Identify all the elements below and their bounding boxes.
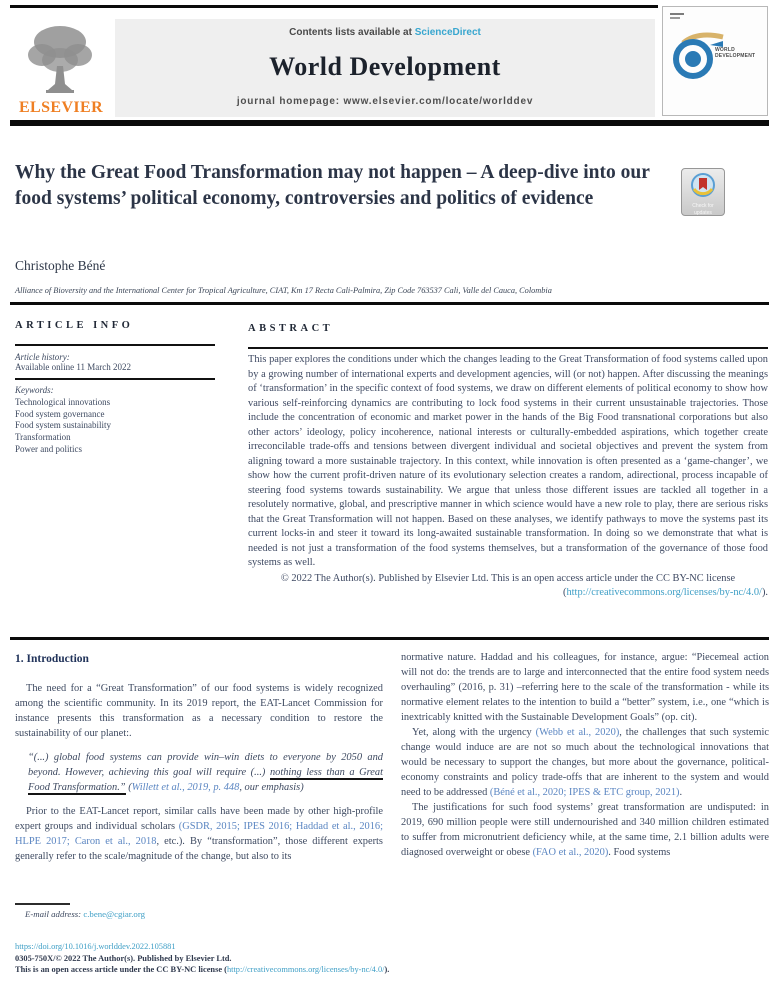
paragraph: Prior to the EAT-Lancet report, similar calls have been made by other high-profile expert groups and individual scholars (GSDR, 2015; IPES 2016; Haddad et al., 2016; HLPE 2017; Caron et al., 2018, etc.). By “transformation”, those different experts generally refer to the scale/magnitude of the change, but also to its bbox=[15, 806, 383, 862]
author-affiliation: Alliance of Bioversity and the International Center for Tropical Agriculture, CIAT, Km 17 Recta Cali-Palmira, Zip Code 763537 Cali, Valle del Cauca, Colombia bbox=[15, 286, 552, 295]
journal-header-banner bbox=[115, 19, 655, 117]
divider bbox=[10, 120, 769, 126]
abstract-block bbox=[248, 353, 768, 601]
paragraph: The need for a “Great Transformation” of our food systems is widely recognized among the scientific community. In its 2019 report, the EAT-Lancet Commission for instance presents this transformation as a necessary condition to restore the sustainability of our planet:. bbox=[15, 683, 383, 739]
journal-cover-thumbnail[interactable] bbox=[662, 6, 768, 116]
divider bbox=[10, 5, 658, 8]
left-column bbox=[15, 650, 383, 864]
emphasized-quote-text: nothing less than a Great Food Transformation.” bbox=[28, 767, 383, 793]
abstract-heading: ABSTRACT bbox=[248, 323, 334, 334]
keywords-label: Keywords: bbox=[15, 385, 54, 395]
cover-journal-name: WORLD DEVELOPMENT bbox=[715, 47, 756, 59]
keyword-item: Power and politics bbox=[15, 443, 82, 454]
divider bbox=[15, 378, 215, 380]
sciencedirect-link[interactable]: ScienceDirect bbox=[414, 27, 481, 38]
article-body bbox=[15, 650, 769, 864]
paragraph: Yet, along with the urgency (Webb et al., 2020), the challenges that such systemic change would induce are are not so much about the technological innovations that would be necessary to support the changes, but more about the governance, political-economy constraints and policy trade-offs that are inherent to the system and would need to be addressed (Béné et al., 2020; IPES & ETC group, 2021). bbox=[401, 727, 770, 798]
contents-lists-line: Contents lists available at ScienceDirect bbox=[289, 27, 481, 38]
elsevier-wordmark: ELSEVIER bbox=[18, 99, 104, 116]
issn-copyright-line: 0305-750X/© 2022 The Author(s). Published by Elsevier Ltd. bbox=[15, 953, 232, 963]
divider bbox=[10, 637, 769, 640]
block-quote: “(...) global food systems can provide win–win diets to everyone by 2050 and beyond. However, achieving this goal will require (...) nothing less than a Great Food Transformation.” (Willett et al., 2019, p. 448, our emphasis) bbox=[28, 752, 383, 793]
abstract-text: This paper explores the conditions under which the changes leading to the Great Transformation of food systems called upon by a growing number of international experts and development agencies, will (or not) happen. After discussing the meanings of ‘transformation’ in the specific context of food systems, we draw on different elements of political economy to show how various self-reinforcing dynamics are contributing to lock food systems in their current unsustainable trajectories. Those include the concentration of economic and market power in the hands of the Big Food transnational corporations but also other actors’ ideology, policy incoherence, national interests or culturally-embedded aspirations, which together create irreconcilable trade-offs and tensions between divergent individual and societal objectives and prevent the system from aligning toward a more sustainable trajectory. In this context, while innovation is often presented as a ‘game-changer’, we show how the current profit-driven nature of its evolutionary selection creates a random, adirectional, process incapable of steering food systems towards sustainability. We argue that unless those different issues are tackled all together in a resolutely normative, global, and prescriptive manner in which science would have a new role to play, there are serious risks that the Great Transformation will not happen. Based on these analyses, we identify pathways to move the systems past its current locks-in and steer it toward its long-awaited sustainable transformation. In doing so we demonstrate that what is needed is not just a transformation of the food systems themselves, but a transformation of the governance of those food systems as well. bbox=[248, 354, 768, 568]
author-footnote bbox=[15, 903, 145, 919]
citation-gsdr-ipes-haddad[interactable]: (GSDR, 2015; IPES 2016; Haddad et al., 2016; HLPE 2017; Caron et al., 2018 bbox=[15, 821, 383, 847]
available-online-date: Available online 11 March 2022 bbox=[15, 362, 131, 372]
cover-micro-text bbox=[670, 13, 684, 15]
email-label: E-mail address: bbox=[25, 909, 84, 919]
right-column bbox=[401, 650, 769, 864]
journal-homepage-link[interactable]: journal homepage: www.elsevier.com/locate/worlddev bbox=[236, 96, 534, 107]
cc-license-link[interactable]: http://creativecommons.org/licenses/by-nc/4.0/ bbox=[566, 587, 762, 598]
citation-webb-2020[interactable]: (Webb et al., 2020) bbox=[535, 727, 620, 738]
footer-cc-license-link[interactable]: http://creativecommons.org/licenses/by-nc/4.0/ bbox=[226, 965, 385, 974]
section-heading-introduction: 1. Introduction bbox=[15, 653, 89, 665]
cover-micro-text bbox=[670, 17, 680, 19]
check-for-updates-badge[interactable] bbox=[681, 168, 725, 216]
doi-link[interactable]: https://doi.org/10.1016/j.worlddev.2022.105881 bbox=[15, 942, 176, 951]
paragraph: The justifications for such food systems’ great transformation are undisputed: in 2019, 690 million people were still undernourished and 340 million children estimated to suffer from micronutrient deficiency while, at the same time, 2.1 billion adults were diagnosed overweight or obese (FAO et al., 2020). Food systems bbox=[401, 802, 769, 858]
footer-license-line: This is an open access article under the CC BY-NC license (http://creativecommons.org/licenses/by-nc/4.0/). bbox=[15, 965, 390, 974]
article-history-label: Article history: bbox=[15, 352, 70, 362]
citation-fao-2020[interactable]: (FAO et al., 2020) bbox=[532, 847, 609, 858]
author-name[interactable]: Christophe Béné bbox=[15, 258, 106, 273]
journal-title: World Development bbox=[269, 52, 501, 81]
keywords-block bbox=[15, 385, 111, 456]
world-development-cover-logo-icon bbox=[663, 7, 767, 115]
abstract-copyright: © 2022 The Author(s). Published by Elsevier Ltd. This is an open access article under the CC BY-NC license bbox=[280, 572, 736, 584]
keyword-item: Transformation bbox=[15, 432, 71, 443]
article-footer bbox=[15, 941, 389, 976]
elsevier-logo[interactable] bbox=[14, 22, 108, 118]
author-email-link[interactable]: c.bene@cgiar.org bbox=[83, 909, 146, 919]
check-updates-label-line2: updates bbox=[694, 209, 712, 216]
check-updates-icon bbox=[690, 172, 716, 198]
paragraph: normative nature. Haddad and his colleagues, for instance, argue: “Piecemeal action will not do: the trends are to large and interconnected that the entire food system needs overhauling” (2016, p. 31) –referring here to the scale of the transformation - while its normative element relates to the intention to build a “better” system, i.e., one “which is inextricably knitted with the Sustainable Development Goals” (op. cit). bbox=[401, 652, 769, 723]
keyword-item: Food system governance bbox=[15, 408, 105, 419]
divider bbox=[248, 347, 768, 349]
check-updates-label-line1: Check for bbox=[692, 203, 714, 209]
keyword-item: Technological innovations bbox=[15, 396, 111, 407]
citation-bene-2020-ipes-etc[interactable]: (Béné et al., 2020; IPES & ETC group, 2021) bbox=[489, 787, 680, 798]
article-title: Why the Great Food Transformation may not happen – A deep-dive into our food systems’ political economy, controversies and politics of evidence bbox=[15, 162, 650, 209]
abstract-license-line: (http://creativecommons.org/licenses/by-nc/4.0/). bbox=[563, 587, 768, 598]
citation-willett-2019[interactable]: Willett et al., 2019, p. 448 bbox=[131, 782, 240, 793]
divider bbox=[15, 344, 215, 346]
article-history bbox=[15, 352, 131, 372]
keyword-item: Food system sustainability bbox=[15, 420, 112, 431]
footnote-divider bbox=[15, 903, 70, 905]
elsevier-tree-icon bbox=[22, 22, 100, 96]
divider bbox=[10, 302, 769, 305]
article-info-heading: ARTICLE INFO bbox=[15, 320, 134, 331]
